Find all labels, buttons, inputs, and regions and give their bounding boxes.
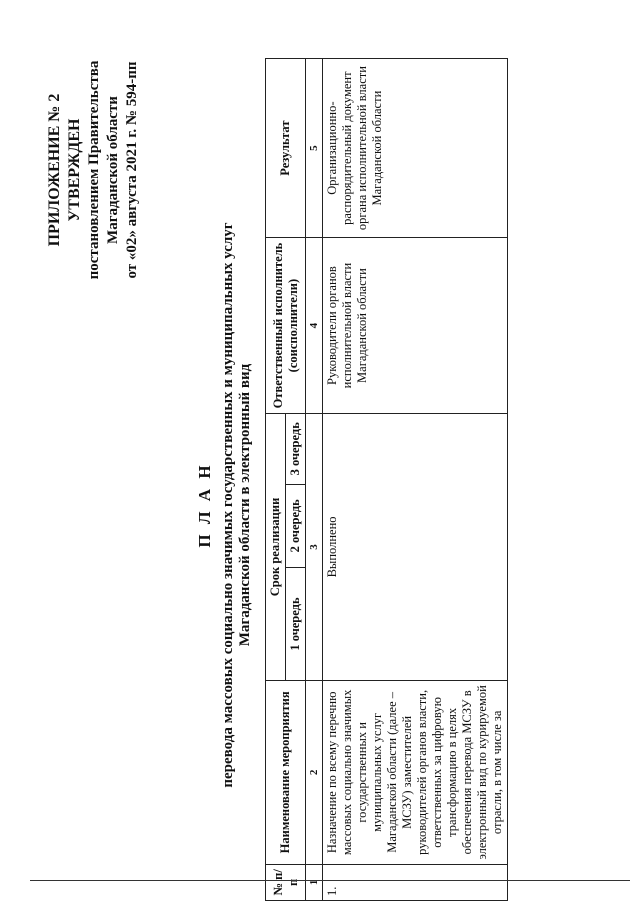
header-stage-3: 3 очередь <box>286 413 306 484</box>
page-edge-line <box>30 880 630 881</box>
appendix-title: ПРИЛОЖЕНИЕ № 2 <box>46 93 63 247</box>
col-number: 1 <box>306 864 323 900</box>
col-number: 2 <box>306 681 323 865</box>
table-row <box>323 59 508 901</box>
approval-line-3: от «02» августа 2021 г. № 594-пп <box>123 61 140 279</box>
row-num: 1. <box>323 864 508 900</box>
plan-table <box>265 58 508 901</box>
approval-block <box>45 20 141 320</box>
header-num: № п/п <box>266 864 306 900</box>
row-responsible: Руководители органов исполнительной власти Магаданской области <box>323 238 508 414</box>
table-header-row <box>266 59 286 901</box>
header-term: Срок реализации <box>266 413 286 680</box>
row-term: Выполнено <box>323 413 508 680</box>
header-result: Результат <box>266 59 306 238</box>
row-result: Организационно-распорядительный документ органа исполнительной власти Магаданской области <box>323 59 508 238</box>
col-number: 5 <box>306 59 323 238</box>
header-stage-1: 1 очередь <box>286 568 306 681</box>
approved-label: УТВЕРЖДЕН <box>66 118 83 222</box>
col-number: 3 <box>306 413 323 680</box>
column-number-row <box>306 59 323 901</box>
approval-line-1: постановлением Правительства <box>86 60 102 280</box>
header-responsible: Ответственный исполнитель (соисполнители) <box>266 238 306 414</box>
col-number: 4 <box>306 238 323 414</box>
approval-line-2: Магаданской области <box>104 96 121 244</box>
header-stage-2: 2 очередь <box>286 484 306 567</box>
plan-subtitle-2: Магаданской области в электронный вид <box>237 363 253 647</box>
row-name: Назначение по всему перечню массовых социально значимых государственных и муниципальных услуг Магаданской области (далее – МСЗУ) заместителей руководителей органов власти, ответственных за цифровую трансформацию в целях обеспечения перевода МСЗУ в электронный вид по курируемой отрасли, в том числе за <box>323 681 508 865</box>
header-name: Наименование мероприятия <box>266 681 306 865</box>
plan-subtitle-1: перевода массовых социально значимых государственных и муниципальных услуг <box>220 222 236 788</box>
plan-title: П Л А Н <box>195 462 214 548</box>
